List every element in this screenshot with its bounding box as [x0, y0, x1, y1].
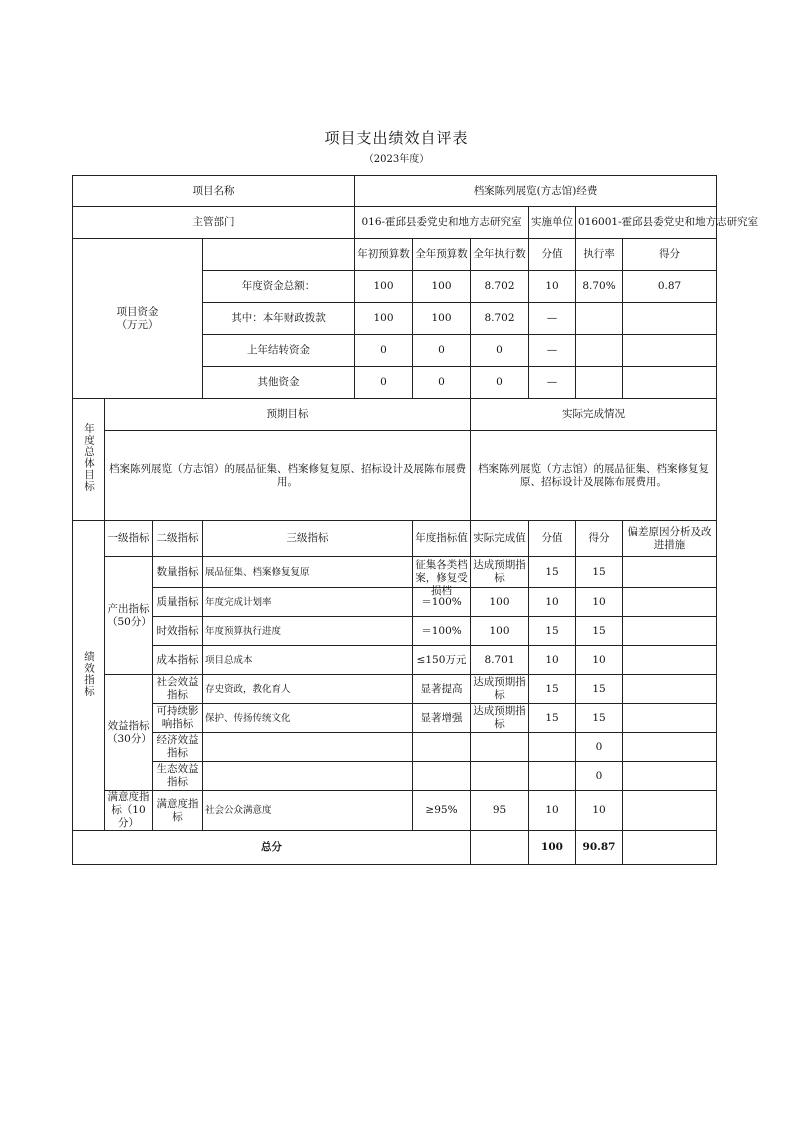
indicator-row — [73, 588, 717, 617]
indicator-target: ≤150万元 — [413, 646, 471, 675]
header-level1: 一级指标 — [105, 521, 153, 557]
funds-rate — [576, 367, 623, 399]
indicator-target: 显著提高 — [413, 675, 471, 704]
indicator-row — [73, 646, 717, 675]
self-evaluation-table — [72, 175, 759, 865]
funds-annual: 100 — [413, 303, 471, 335]
annual-goals-label: 年度总体目标 — [73, 399, 105, 521]
indicator-score: 10 — [576, 646, 623, 675]
total-score: 90.87 — [576, 831, 623, 865]
actual-completion-text: 档案陈列展览（方志馆）的展品征集、档案修复复原、招标设计及展陈布展费用。 — [471, 431, 717, 521]
indicator-target: 征集各类档案，修复受损档 — [413, 557, 471, 588]
funds-score-value: — — [529, 335, 576, 367]
indicator-actual: 达成预期指标 — [471, 557, 529, 588]
indicator-note — [623, 733, 717, 762]
indicator-level3: 保护、传扬传统文化 — [203, 704, 413, 733]
unit-label: 实施单位 — [529, 207, 576, 239]
indicator-level3: 展品征集、档案修复复原 — [203, 557, 413, 588]
indicator-level2: 质量指标 — [153, 588, 203, 617]
indicator-row — [73, 733, 717, 762]
funds-header-blank — [203, 239, 355, 271]
funds-executed: 0 — [471, 335, 529, 367]
indicator-note — [623, 791, 717, 831]
funds-initial: 0 — [355, 335, 413, 367]
indicator-level3: 项目总成本 — [203, 646, 413, 675]
goals-content-row — [73, 431, 717, 521]
indicator-score: 15 — [576, 617, 623, 646]
indicator-row — [73, 617, 717, 646]
header-actual-value: 实际完成值 — [471, 521, 529, 557]
output-indicator-label: 产出指标 （50分） — [105, 557, 153, 675]
actual-completion-header: 实际完成情况 — [471, 399, 717, 431]
funds-score-value: — — [529, 367, 576, 399]
indicator-level3: 年度完成计划率 — [203, 588, 413, 617]
indicator-level2: 社会效益指标 — [153, 675, 203, 704]
indicator-actual: 达成预期指标 — [471, 704, 529, 733]
indicator-value: 15 — [529, 675, 576, 704]
indicator-row — [73, 762, 717, 791]
header-score-value: 分值 — [529, 521, 576, 557]
funds-label: 项目资金 （万元） — [73, 239, 203, 399]
indicator-row — [73, 557, 717, 588]
expected-goal-text: 档案陈列展览（方志馆）的展品征集、档案修复复原、招标设计及展陈布展费用。 — [105, 431, 471, 521]
funds-annual: 100 — [413, 271, 471, 303]
funds-header-row — [73, 239, 717, 271]
indicator-level3 — [203, 762, 413, 791]
project-name-label: 项目名称 — [73, 176, 355, 207]
indicator-note — [623, 588, 717, 617]
benefit-indicator-label: 效益指标 （30分） — [105, 675, 153, 791]
funds-initial: 0 — [355, 367, 413, 399]
col-execution-rate: 执行率 — [576, 239, 623, 271]
total-label: 总分 — [73, 831, 471, 865]
indicator-target — [413, 733, 471, 762]
indicator-target: ＝100% — [413, 617, 471, 646]
indicator-level2: 经济效益指标 — [153, 733, 203, 762]
header-annual-target: 年度指标值 — [413, 521, 471, 557]
indicator-actual: 95 — [471, 791, 529, 831]
indicator-score: 10 — [576, 791, 623, 831]
goals-header-row — [73, 399, 717, 431]
indicator-target: 显著增强 — [413, 704, 471, 733]
indicator-value: 10 — [529, 588, 576, 617]
total-row — [73, 831, 717, 865]
col-score: 得分 — [623, 239, 717, 271]
indicator-level2: 成本指标 — [153, 646, 203, 675]
indicator-actual — [471, 762, 529, 791]
indicator-note — [623, 704, 717, 733]
indicator-value — [529, 733, 576, 762]
indicator-actual: 100 — [471, 617, 529, 646]
funds-rate: 8.70% — [576, 271, 623, 303]
indicator-header-row — [73, 521, 717, 557]
indicator-score: 15 — [576, 557, 623, 588]
indicator-level2: 数量指标 — [153, 557, 203, 588]
funds-score: 0.87 — [623, 271, 717, 303]
indicator-level3: 年度预算执行进度 — [203, 617, 413, 646]
satisfaction-indicator-label: 满意度指标（10分） — [105, 791, 153, 831]
indicator-actual: 8.701 — [471, 646, 529, 675]
dept-label: 主管部门 — [73, 207, 355, 239]
indicator-score: 0 — [576, 733, 623, 762]
total-blank — [471, 831, 529, 865]
indicator-score: 10 — [576, 588, 623, 617]
funds-rate — [576, 303, 623, 335]
funds-initial: 100 — [355, 303, 413, 335]
funds-score — [623, 367, 717, 399]
indicator-note — [623, 762, 717, 791]
indicator-row — [73, 791, 717, 831]
indicator-actual — [471, 733, 529, 762]
indicator-level2: 生态效益指标 — [153, 762, 203, 791]
indicator-score: 15 — [576, 675, 623, 704]
header-level2: 二级指标 — [153, 521, 203, 557]
indicator-value: 15 — [529, 617, 576, 646]
performance-indicators-label: 绩效指标 — [73, 521, 105, 831]
indicator-value — [529, 762, 576, 791]
indicator-level2: 时效指标 — [153, 617, 203, 646]
indicator-row — [73, 675, 717, 704]
indicator-level3: 社会公众满意度 — [203, 791, 413, 831]
page-subtitle-year: （2023年度） — [363, 154, 430, 165]
project-name-value: 档案陈列展览(方志馆)经费 — [355, 176, 717, 207]
col-score-value: 分值 — [529, 239, 576, 271]
col-annual-executed: 全年执行数 — [471, 239, 529, 271]
expected-goal-header: 预期目标 — [105, 399, 471, 431]
header-level3: 三级指标 — [203, 521, 413, 557]
funds-row-label: 上年结转资金 — [203, 335, 355, 367]
total-note — [623, 831, 717, 865]
indicator-note — [623, 675, 717, 704]
funds-annual: 0 — [413, 367, 471, 399]
funds-row-label: 其他资金 — [203, 367, 355, 399]
indicator-target: ≥95% — [413, 791, 471, 831]
indicator-value: 15 — [529, 557, 576, 588]
project-name-row — [73, 176, 717, 207]
indicator-target — [413, 762, 471, 791]
page-title: 项目支出绩效自评表 — [324, 129, 469, 147]
dept-value: 016-霍邱县委党史和地方志研究室 — [355, 207, 529, 239]
indicator-level3: 存史资政，教化育人 — [203, 675, 413, 704]
total-value: 100 — [529, 831, 576, 865]
funds-executed: 8.702 — [471, 303, 529, 335]
indicator-value: 10 — [529, 646, 576, 675]
indicator-target: ＝100% — [413, 588, 471, 617]
indicator-score: 15 — [576, 704, 623, 733]
indicator-row — [73, 704, 717, 733]
funds-rate — [576, 335, 623, 367]
funds-annual: 0 — [413, 335, 471, 367]
indicator-actual: 达成预期指标 — [471, 675, 529, 704]
indicator-level3 — [203, 733, 413, 762]
col-initial-budget: 年初预算数 — [355, 239, 413, 271]
indicator-note — [623, 557, 717, 588]
funds-executed: 0 — [471, 367, 529, 399]
funds-row-label: 年度资金总额： — [203, 271, 355, 303]
indicator-actual: 100 — [471, 588, 529, 617]
funds-score-value: 10 — [529, 271, 576, 303]
header-deviation: 偏差原因分析及改进措施 — [623, 521, 717, 557]
funds-executed: 8.702 — [471, 271, 529, 303]
funds-score — [623, 335, 717, 367]
indicator-score: 0 — [576, 762, 623, 791]
funds-initial: 100 — [355, 271, 413, 303]
department-row — [73, 207, 717, 239]
indicator-value: 15 — [529, 704, 576, 733]
indicator-value: 10 — [529, 791, 576, 831]
indicator-level2: 满意度指标 — [153, 791, 203, 831]
indicator-note — [623, 646, 717, 675]
indicator-note — [623, 617, 717, 646]
header-score: 得分 — [576, 521, 623, 557]
unit-value: 016001-霍邱县委党史和地方志研究室 — [576, 207, 717, 239]
indicator-level2: 可持续影响指标 — [153, 704, 203, 733]
funds-row-label: 其中：本年财政拨款 — [203, 303, 355, 335]
col-annual-budget: 全年预算数 — [413, 239, 471, 271]
funds-score — [623, 303, 717, 335]
funds-score-value: — — [529, 303, 576, 335]
